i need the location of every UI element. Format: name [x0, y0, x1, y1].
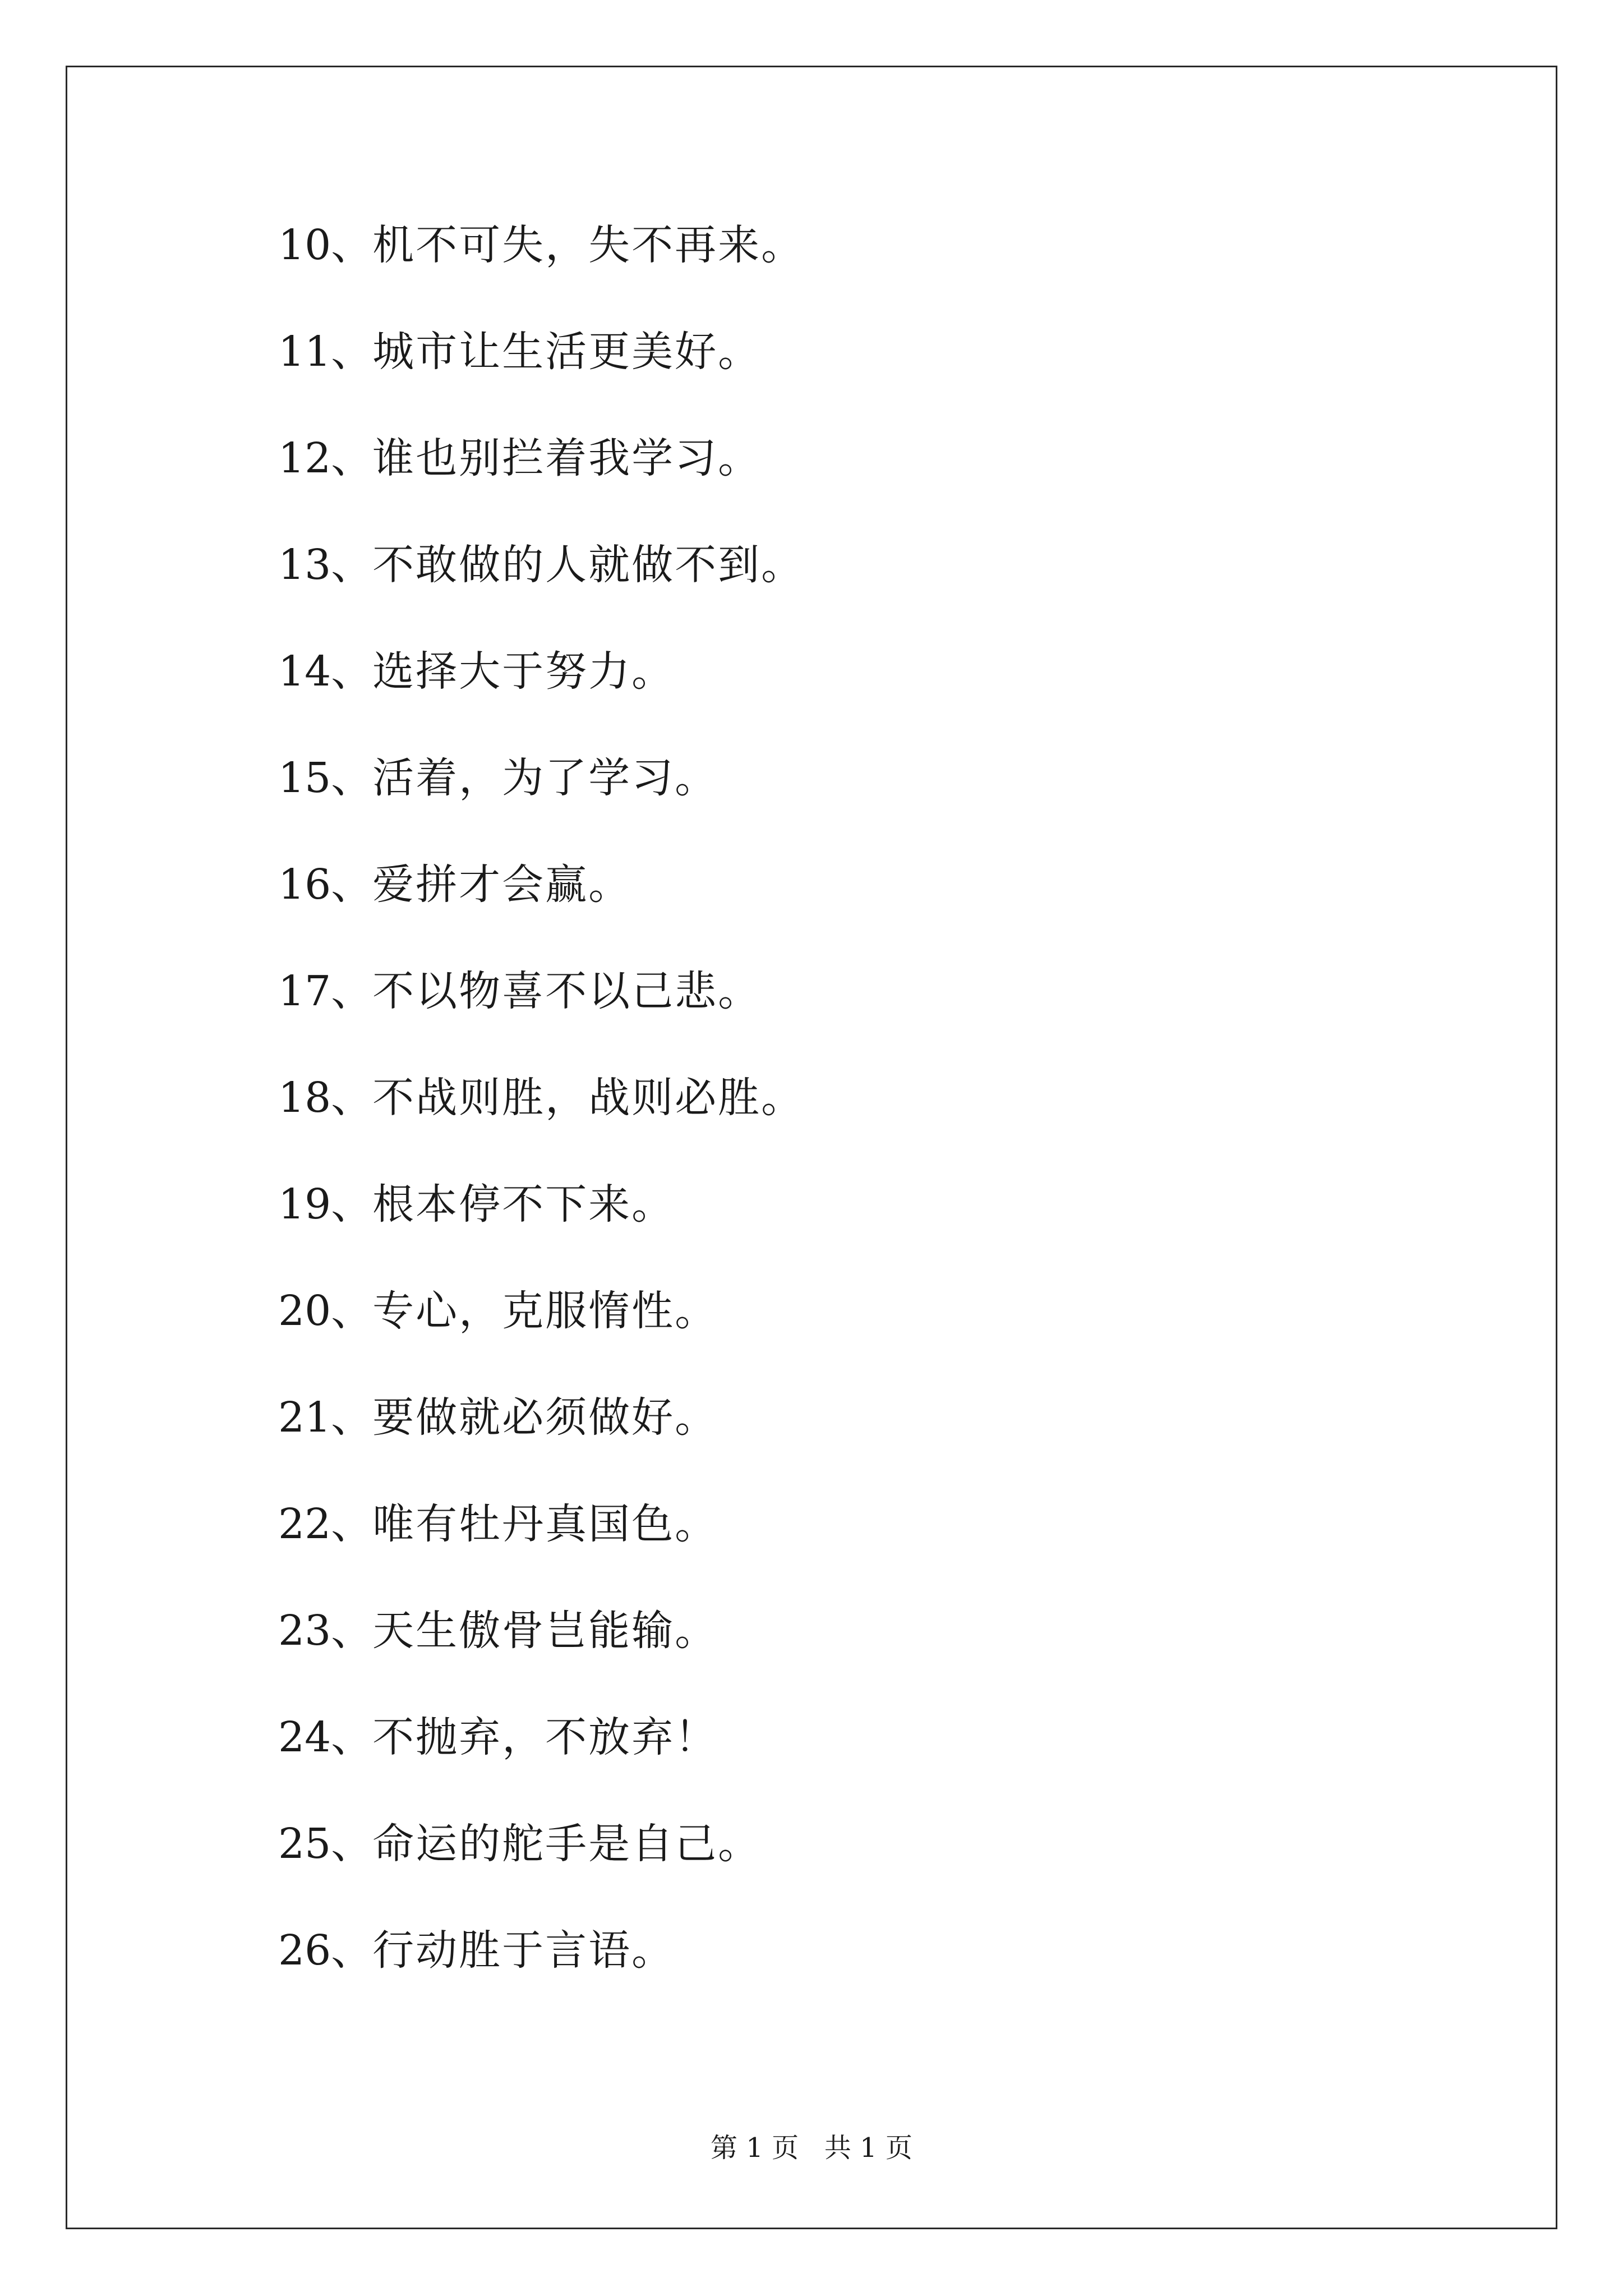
item-text: 机不可失，失不再来。: [372, 221, 805, 269]
list-item: [278, 1180, 1456, 1290]
list-item: [278, 434, 1456, 544]
item-text: 天生傲骨岂能输。: [372, 1607, 718, 1655]
item-text: 根本停不下来。: [372, 1180, 675, 1228]
list-item: [278, 861, 1456, 970]
item-text: 不战则胜，战则必胜。: [372, 1074, 805, 1122]
item-number: 11、: [278, 328, 373, 376]
list-item: [278, 1607, 1456, 1717]
list-item: [278, 754, 1456, 864]
item-number: 13、: [278, 541, 373, 589]
item-number: 24、: [278, 1713, 373, 1761]
list-item: [278, 541, 1456, 651]
item-text: 谁也别拦着我学习。: [372, 434, 762, 482]
item-number: 12、: [278, 434, 373, 482]
item-number: 15、: [278, 754, 373, 802]
item-number: 21、: [278, 1393, 373, 1442]
item-number: 18、: [278, 1074, 373, 1122]
item-number: 25、: [278, 1820, 373, 1868]
item-number: 19、: [278, 1180, 373, 1228]
list-item: [278, 1713, 1456, 1823]
item-text: 爱拼才会赢。: [372, 861, 632, 909]
item-text: 不以物喜不以己悲。: [372, 967, 762, 1015]
item-number: 26、: [278, 1926, 373, 1975]
item-number: 17、: [278, 967, 373, 1015]
item-text: 要做就必须做好。: [372, 1393, 718, 1442]
item-number: 20、: [278, 1287, 373, 1335]
list-item: [278, 647, 1456, 757]
item-text: 行动胜于言语。: [372, 1926, 675, 1975]
list-item: [278, 1820, 1456, 1930]
item-number: 22、: [278, 1500, 373, 1548]
item-text: 不敢做的人就做不到。: [372, 541, 805, 589]
item-text: 专心，克服惰性。: [372, 1287, 718, 1335]
list-item: [278, 1393, 1456, 1503]
item-text: 唯有牡丹真国色。: [372, 1500, 718, 1548]
item-number: 14、: [278, 647, 373, 696]
item-number: 10、: [278, 221, 373, 269]
item-number: 16、: [278, 861, 373, 909]
quote-list: [278, 221, 1456, 2036]
item-text: 活着，为了学习。: [372, 754, 718, 802]
item-text: 不抛弃，不放弃！: [372, 1713, 718, 1761]
list-item: [278, 1287, 1456, 1397]
list-item: [278, 221, 1456, 331]
list-item: [278, 1926, 1456, 2036]
list-item: [278, 328, 1456, 438]
page-total: 共 1 页: [824, 2132, 912, 2164]
list-item: [278, 1500, 1456, 1610]
page-footer: [0, 2126, 1623, 2165]
item-text: 命运的舵手是自己。: [372, 1820, 762, 1868]
page-number: 第 1 页: [711, 2132, 799, 2164]
item-text: 城市让生活更美好。: [372, 328, 762, 376]
list-item: [278, 967, 1456, 1077]
item-text: 选择大于努力。: [372, 647, 675, 696]
list-item: [278, 1074, 1456, 1184]
item-number: 23、: [278, 1607, 373, 1655]
